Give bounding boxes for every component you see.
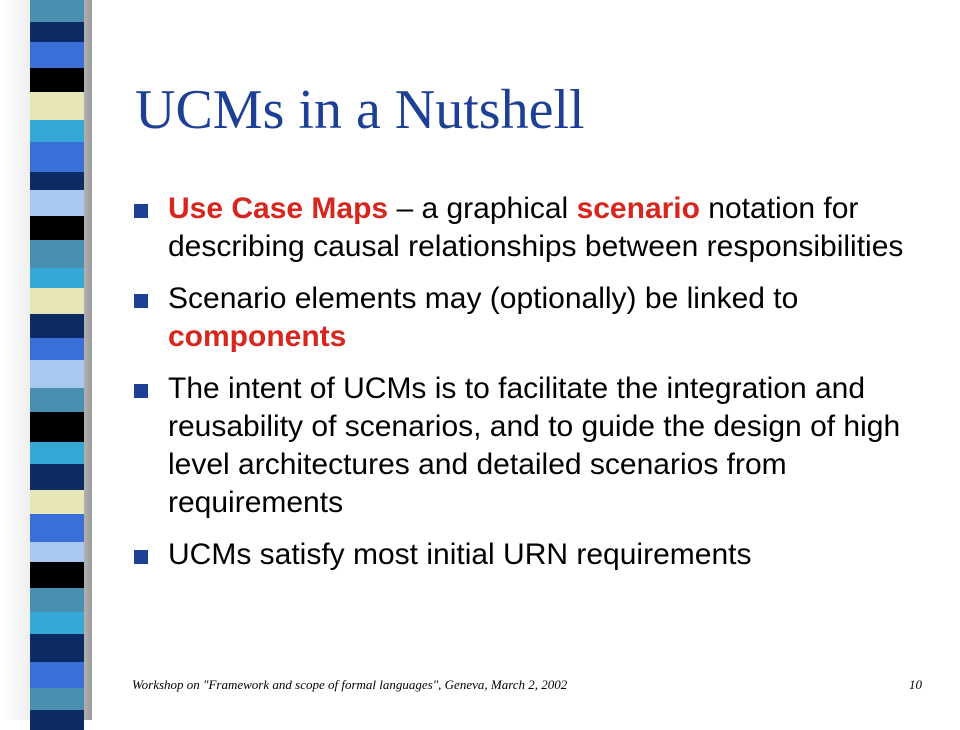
- strip-block: [30, 562, 84, 588]
- strip-block: [30, 490, 84, 514]
- strip-block: [30, 120, 84, 142]
- strip-block: [30, 634, 84, 662]
- strip-block: [30, 42, 84, 68]
- bullet-item: [130, 370, 910, 522]
- bullet-text: notation for describing causal relationships between responsibilities: [168, 192, 904, 263]
- strip-block: [30, 442, 84, 464]
- strip-block: [30, 22, 84, 42]
- emphasized-term: scenario: [576, 192, 700, 225]
- strip-block: [30, 688, 84, 710]
- bullet-text: The intent of UCMs is to facilitate the integration and reusability of scenarios, and to guide the design of high level architectures and detailed scenarios from requirements: [168, 372, 901, 519]
- square-bullet-icon: [134, 294, 148, 308]
- strip-block: [30, 68, 84, 92]
- strip-block: [30, 288, 84, 314]
- strip-block: [30, 240, 84, 268]
- square-bullet-icon: [134, 384, 148, 398]
- strip-block: [30, 710, 84, 730]
- strip-block: [30, 464, 84, 490]
- strip-block: [30, 612, 84, 634]
- strip-block: [30, 0, 84, 22]
- strip-block: [30, 216, 84, 240]
- bullet-text: UCMs satisfy most initial URN requirements: [168, 538, 752, 571]
- strip-block: [30, 142, 84, 172]
- strip-block: [30, 514, 84, 542]
- bullet-list: [130, 190, 910, 588]
- strip-block: [30, 388, 84, 412]
- bullet-item: [130, 536, 910, 574]
- footer-text: Workshop on "Framework and scope of formal languages", Geneva, March 2, 2002: [132, 677, 568, 692]
- strip-block: [30, 92, 84, 120]
- strip-block: [30, 314, 84, 338]
- bullet-text: Scenario elements may (optionally) be linked to: [168, 282, 799, 315]
- square-bullet-icon: [134, 550, 148, 564]
- emphasized-term: components: [168, 320, 347, 353]
- decorative-side-strip: [0, 0, 92, 720]
- strip-block: [30, 190, 84, 216]
- strip-block: [30, 338, 84, 360]
- strip-block: [30, 268, 84, 288]
- strip-block: [30, 360, 84, 388]
- page-number: 10: [909, 677, 922, 692]
- strip-block: [30, 662, 84, 688]
- bullet-text: – a graphical: [388, 192, 577, 225]
- slide-title: UCMs in a Nutshell: [135, 79, 585, 141]
- strip-block: [30, 172, 84, 190]
- strip-block: [30, 542, 84, 562]
- slide-footer: [132, 677, 922, 693]
- emphasized-term: Use Case Maps: [168, 192, 389, 225]
- strip-blocks: [30, 0, 84, 720]
- square-bullet-icon: [134, 204, 148, 218]
- strip-block: [30, 412, 84, 442]
- bullet-item: [130, 190, 910, 266]
- strip-block: [30, 588, 84, 612]
- bullet-item: [130, 280, 910, 356]
